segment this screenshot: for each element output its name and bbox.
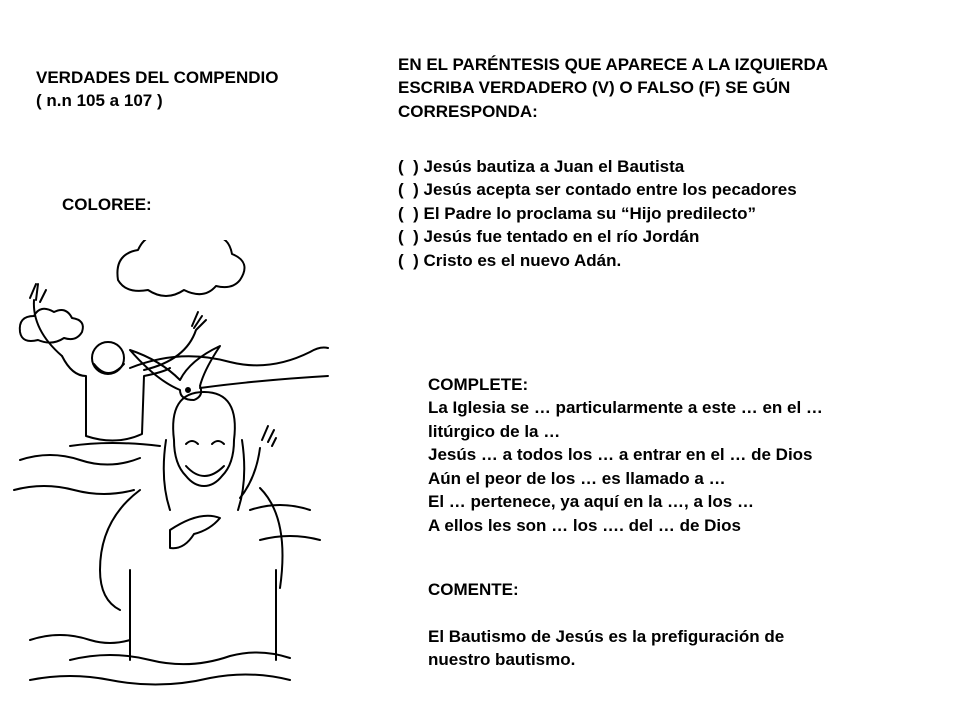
true-false-item: ( ) Jesús fue tentado en el río Jordán <box>398 227 700 247</box>
complete-line: La Iglesia se … particularmente a este … en el … <box>428 398 823 418</box>
cloud-icon <box>117 240 244 296</box>
true-false-item: ( ) Jesús bautiza a Juan el Bautista <box>398 157 685 176</box>
jesus-figure <box>100 392 283 660</box>
complete-line: A ellos les son … los …. del … de Dios <box>428 515 741 535</box>
true-false-list <box>398 155 797 272</box>
complete-heading: COMPLETE: <box>428 375 529 394</box>
hill-line <box>200 376 328 388</box>
true-false-item: ( ) El Padre lo proclama su “Hijo predilecto” <box>398 203 757 223</box>
instruction-line: ESCRIBA VERDADERO (V) O FALSO (F) SE GÚN <box>398 78 791 98</box>
complete-section <box>428 373 823 537</box>
coloring-label: COLOREE: <box>62 195 152 214</box>
spacer <box>428 601 784 624</box>
water-icon <box>14 455 320 685</box>
worksheet-title <box>36 66 278 113</box>
complete-line: El … pertenece, ya aquí en la …, a los … <box>428 492 754 512</box>
john-the-baptist-figure <box>30 284 206 446</box>
title-line-2: ( n.n 105 a 107 ) <box>36 91 163 111</box>
true-false-item: ( ) Jesús acepta ser contado entre los pecadores <box>398 180 797 200</box>
cloud-icon <box>20 309 83 343</box>
baptism-of-jesus-coloring-icon <box>10 240 330 700</box>
comment-section <box>428 578 784 672</box>
comment-line: El Bautismo de Jesús es la prefiguración de <box>428 626 785 646</box>
comment-line: nuestro bautismo. <box>428 650 576 670</box>
true-false-instructions <box>398 53 828 123</box>
complete-line: Aún el peor de los … es llamado a … <box>428 468 726 488</box>
complete-line: Jesús … a todos los … a entrar en el … de Dios <box>428 445 813 465</box>
complete-line: litúrgico de la … <box>428 421 561 441</box>
title-line-1: VERDADES DEL COMPENDIO <box>36 68 279 87</box>
true-false-item: ( ) Cristo es el nuevo Adán. <box>398 250 622 270</box>
comment-heading: COMENTE: <box>428 580 519 599</box>
instruction-line: CORRESPONDA: <box>398 101 538 121</box>
instruction-line: EN EL PARÉNTESIS QUE APARECE A LA IZQUIERDA <box>398 55 829 74</box>
